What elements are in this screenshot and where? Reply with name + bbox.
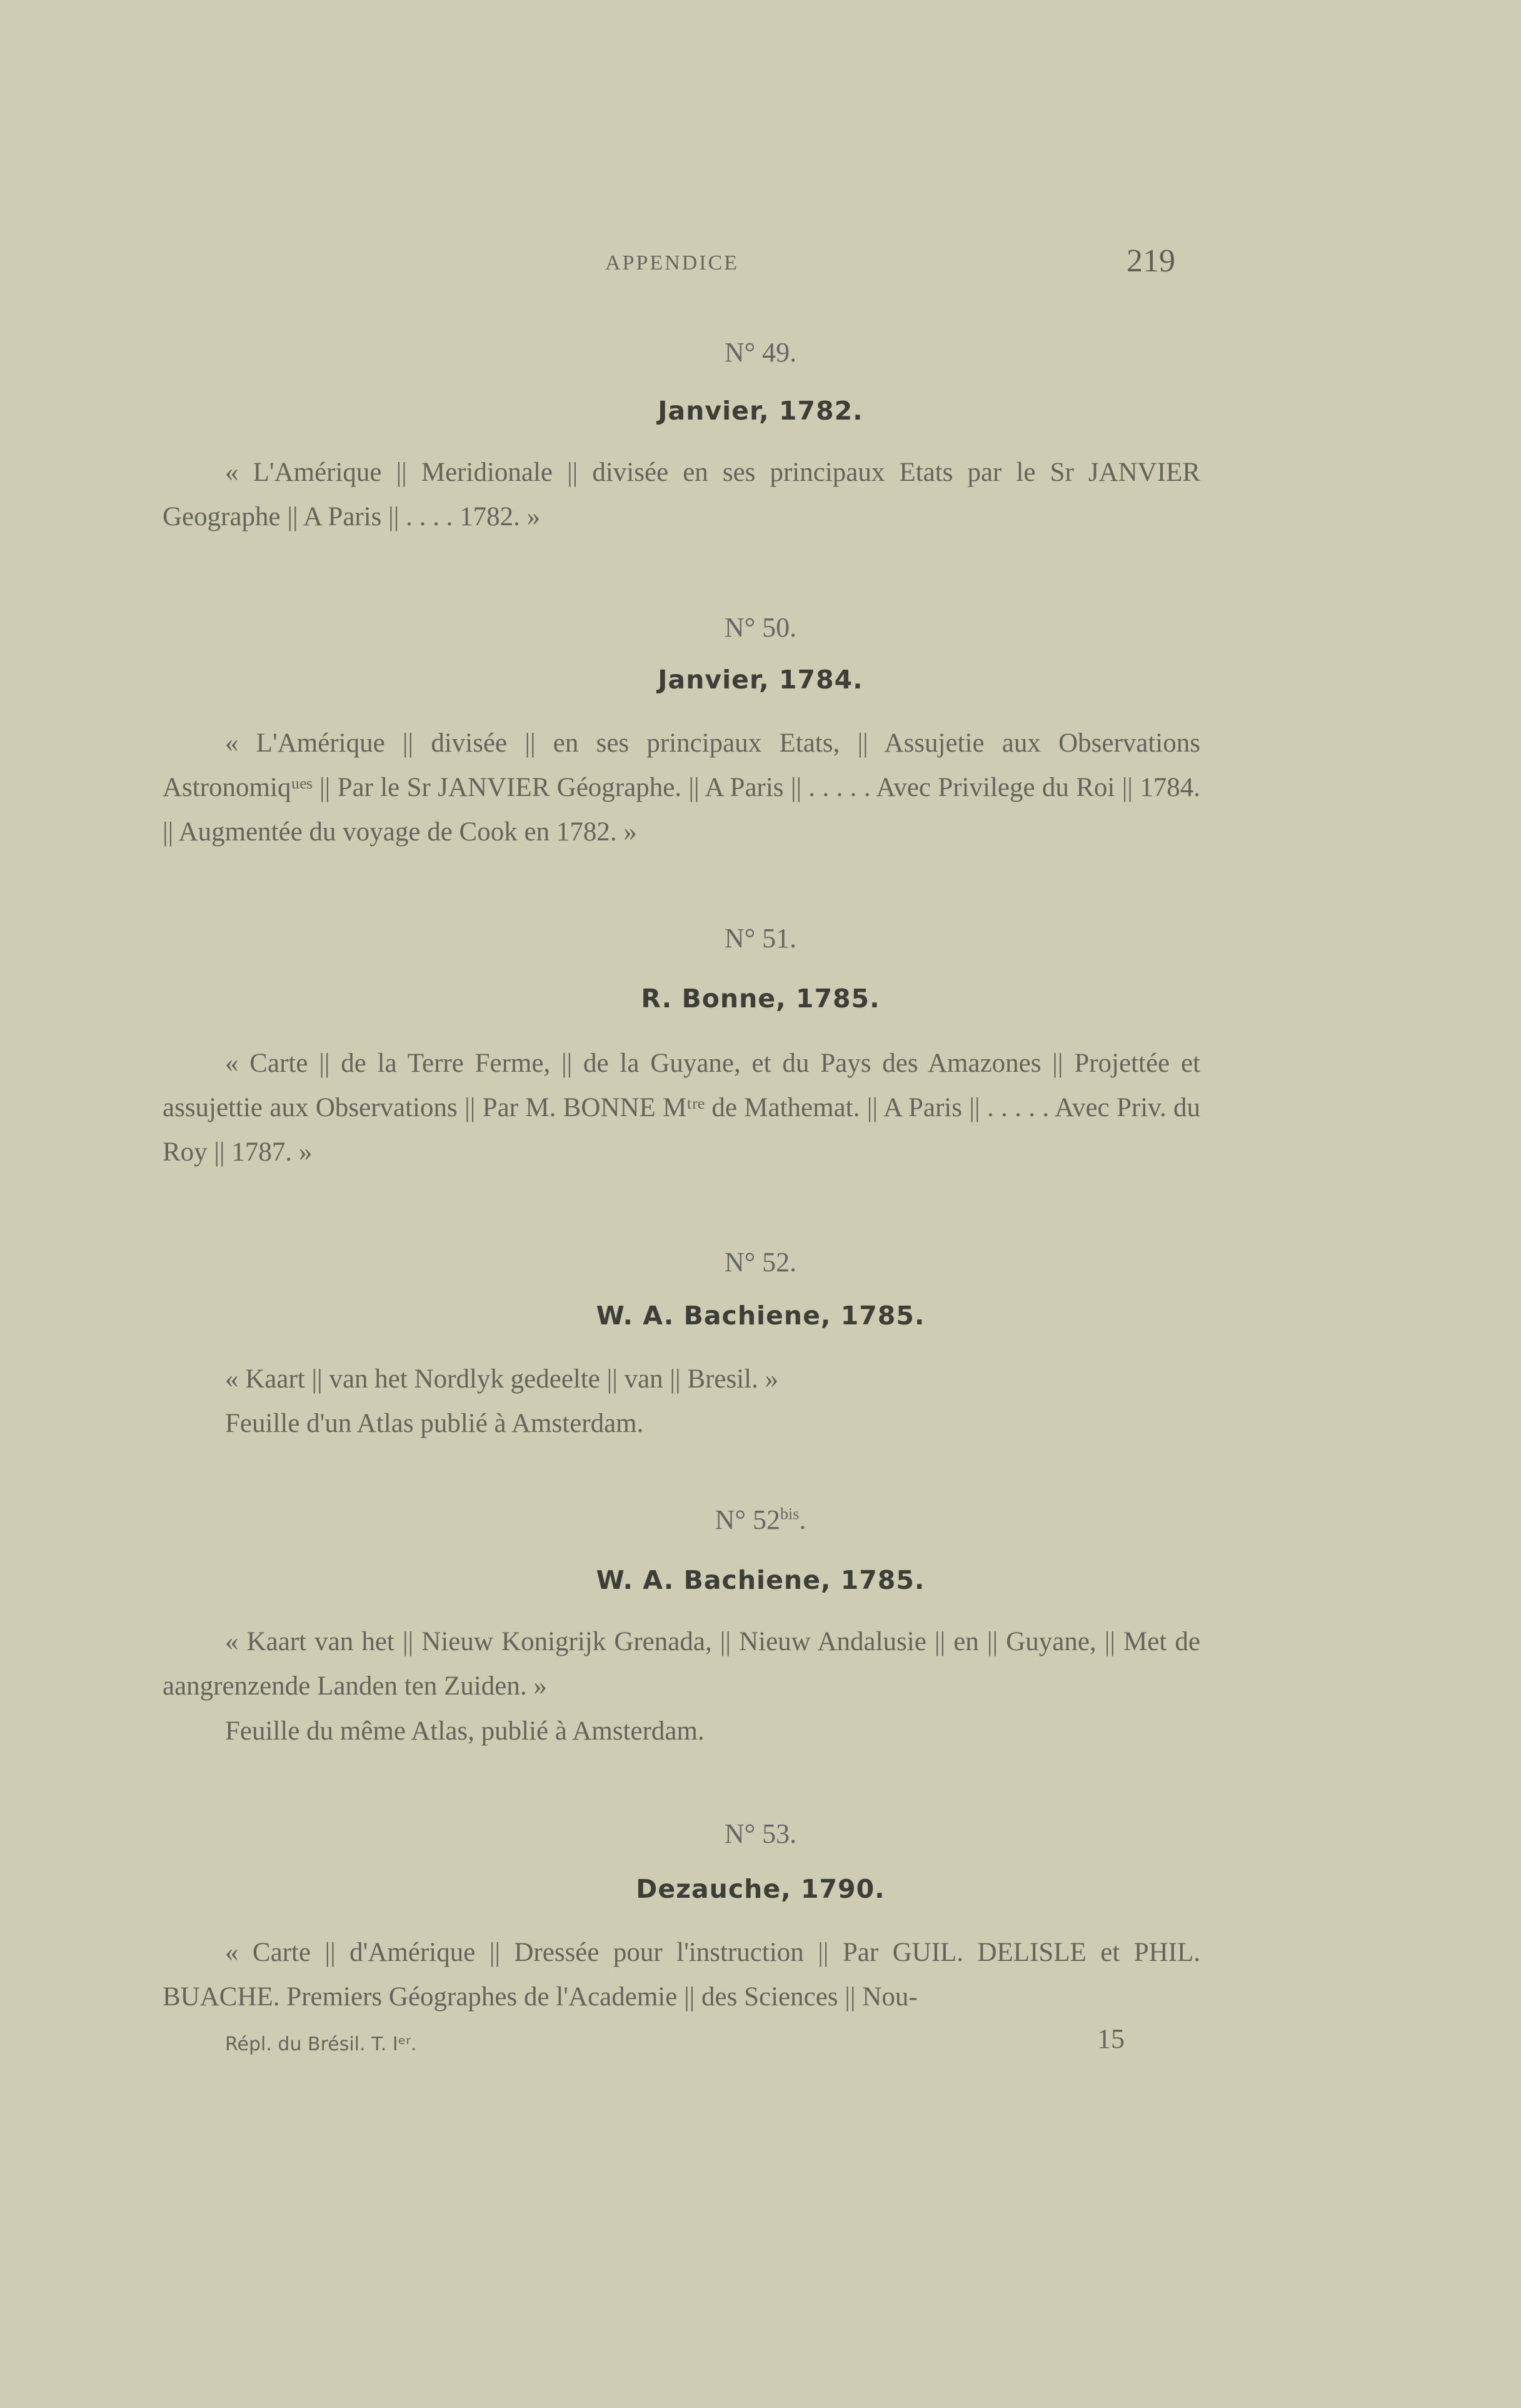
entry-number: N° $52^{bis}$. xyxy=(715,1504,806,1535)
entry-note: Feuille d'un Atlas publié à Amsterdam. xyxy=(225,1409,644,1438)
entry-heading: Dezauche, 1790. xyxy=(636,1874,885,1904)
entry-number: N° 51. xyxy=(724,923,797,954)
entry-text: « Kaart van het || Nieuw Konigrijk Grenada, || Nieuw Andalusie || en || Guyane, || Met de aangrenzende Landen ten Zuiden. » xyxy=(163,1627,1200,1701)
entry-text: « Carte || d'Amérique || Dressée pour l'instruction || Par GUIL. DELISLE et PHIL. BUACHE. Premiers Géographes de l'Academie || des Sciences || Nou- xyxy=(163,1938,1200,2012)
entry-heading: Janvier, 1782. xyxy=(658,396,863,426)
entry-number: N° 52. xyxy=(724,1247,797,1277)
entry-number: N° 49. xyxy=(724,337,797,368)
entry-heading: W. A. Bachiene, 1785. xyxy=(596,1565,925,1595)
entry-number: N° 53. xyxy=(724,1818,797,1849)
page-number: 219 xyxy=(1127,243,1175,279)
entry-text: « L'Amérique || divisée || en ses principaux Etats, || Assujetie aux Observations Astronomiqᵘᵉˢ || Par le Sr JANVIER Géographe. || A Paris || . . . . . Avec Privilege du Roi || 1784. || Augmentée du voyage de Cook en 1782. » xyxy=(163,728,1200,847)
entry-number: N° 50. xyxy=(724,612,797,643)
entry-text: « L'Amérique || Meridionale || divisée en ses principaux Etats par le Sr JANVIER Geographe || A Paris || . . . . 1782. » xyxy=(163,458,1200,531)
entry-heading: W. A. Bachiene, 1785. xyxy=(596,1301,925,1331)
entry-text: « Kaart || van het Nordlyk gedeelte || van || Bresil. » xyxy=(225,1364,779,1394)
running-head-title: APPENDICE xyxy=(605,251,740,275)
entry-text: « Carte || de la Terre Ferme, || de la Guyane, et du Pays des Amazones || Projettée et assujettie aux Observations || Par M. BONNE Mᵗʳᵉ de Mathemat. || A Paris || . . . . . Avec Priv. du Roy || 1787. » xyxy=(163,1049,1200,1167)
signature-mark: Répl. du Brésil. T. Iᵉʳ. xyxy=(225,2033,417,2055)
entry-heading: Janvier, 1784. xyxy=(658,665,863,695)
entry-note: Feuille du même Atlas, publié à Amsterdam. xyxy=(225,1716,705,1746)
entry-heading: R. Bonne, 1785. xyxy=(641,984,880,1014)
sheet-number: 15 xyxy=(1097,2023,1125,2054)
